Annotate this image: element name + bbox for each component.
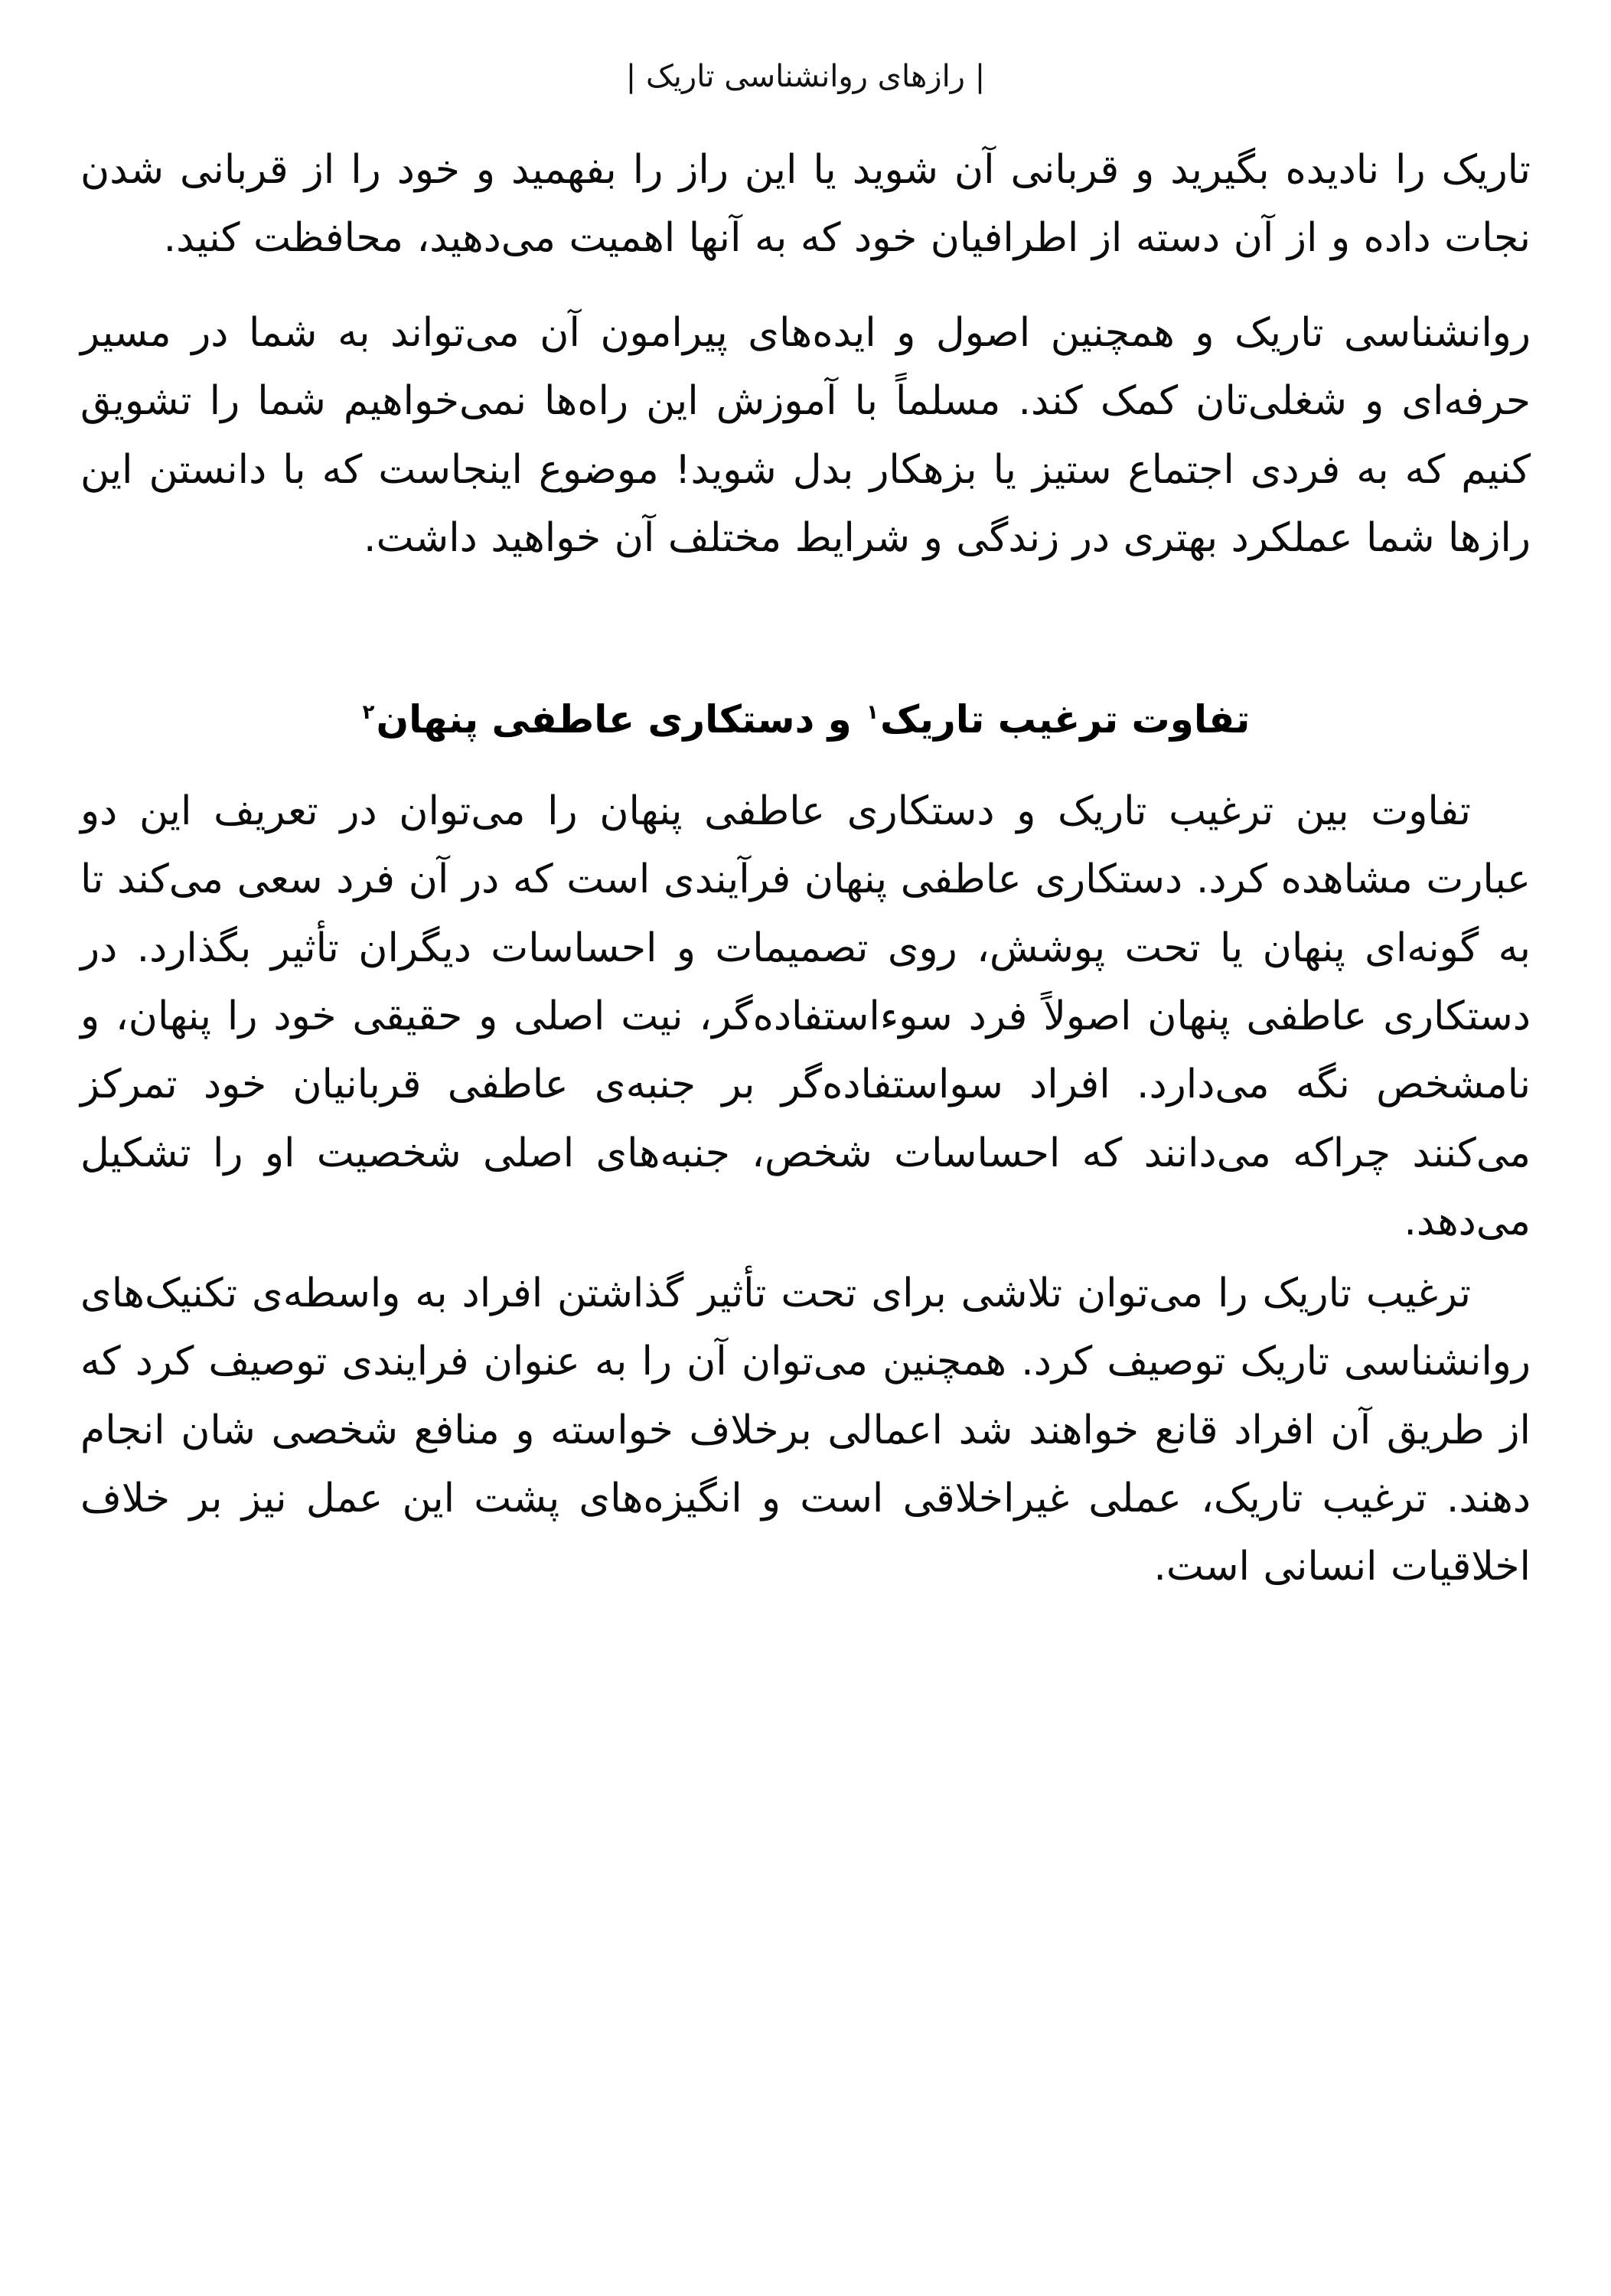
- running-header: | رازهای روانشناسی تاریک |: [625, 59, 986, 94]
- paragraph-continuation: تاریک را نادیده بگیرید و قربانی آن شوید یا این راز را بفهمید و خود را از قربانی شدن نجات داده و از آن دسته از اطرافیان خود که به آنها اهمیت می‌دهید، محافظت کنید.: [80, 147, 1531, 262]
- paragraph-dark-psychology-career: روانشناسی تاریک و همچنین اصول و ایده‌های پیرامون آن می‌تواند به شما در مسیر حرفه‌ای و شغلی‌تان کمک کند. مسلماً با آموزش این راه‌ها نمی‌خواهیم شما را تشویق کنیم که به فردی اجتماع ستیز یا بزهکار بدل شوید! موضوع اینجاست که با دانستن این رازها شما عملکرد بهتری در زندگی و شرایط مختلف آن خواهید داشت.: [80, 309, 1531, 562]
- page-body: [80, 136, 1531, 1602]
- section-heading-text-2: و دستکاری عاطفی پنهان: [376, 696, 866, 742]
- paragraph-covert-emotional-manipulation: تفاوت بین ترغیب تاریک و دستکاری عاطفی پنهان را می‌توان در تعریف این دو عبارت مشاهده کرد. دستکاری عاطفی پنهان فرآیندی است که در آن فرد سعی می‌کند تا به گونه‌ای پنهان یا تحت پوشش، روی تصمیمات و احساسات دیگران تأثیر بگذارد. در دستکاری عاطفی پنهان اصولاً فرد سوءاستفاده‌گر، نیت اصلی و حقیقی خود را پنهان، و نامشخص نگه می‌دارد. افراد سواستفاده‌گر بر جنبه‌ی عاطفی قربانیان خود تمرکز می‌کنند چراکه می‌دانند که احساسات شخص، جنبه‌های اصلی شخصیت او را تشکیل می‌دهد.: [80, 788, 1531, 1245]
- paragraph-dark-persuasion: ترغیب تاریک را می‌توان تلاشی برای تحت تأثیر گذاشتن افراد به واسطه‌ی تکنیک‌های روانشناسی تاریک توصیف کرد. همچنین می‌توان آن را به عنوان فرایندی توصیف کرد که از طریق آن افراد قانع خواهند شد اعمالی برخلاف خواسته و منافع شخصی شان انجام دهند. ترغیب تاریک، عملی غیراخلاقی است و انگیزه‌های پشت این عمل نیز بر خلاف اخلاقیات انسانی است.: [80, 1270, 1531, 1590]
- section-heading: [80, 691, 1531, 748]
- footnote-marker-2: ۲: [362, 700, 375, 724]
- section-spacer: [80, 599, 1531, 634]
- section-heading-text-1: تفاوت ترغیب تاریک: [880, 696, 1251, 742]
- footnote-marker-1: ۱: [866, 700, 879, 724]
